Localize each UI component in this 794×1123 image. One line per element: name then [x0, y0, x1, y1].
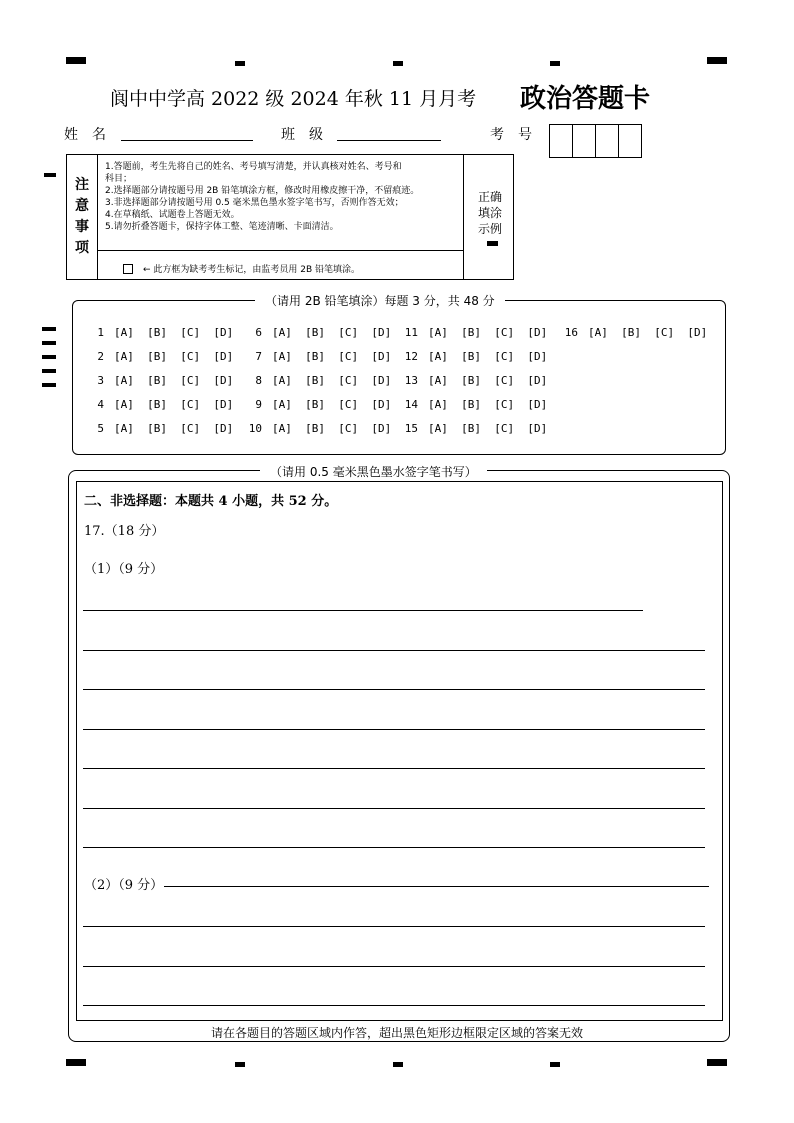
mc-question-13[interactable] — [392, 374, 547, 387]
timing-mark-bottom-3 — [393, 1062, 403, 1067]
notice-label: 注 意 事 项 — [67, 155, 98, 279]
mc-options[interactable]: [A] [B] [C] [D] — [428, 398, 548, 411]
mc-options[interactable]: [A] [B] [C] [D] — [272, 374, 392, 387]
open-caption: （请用 0.5 毫米黑色墨水签字笔书写） — [260, 463, 487, 480]
mc-question-4[interactable] — [78, 398, 233, 411]
answer-line[interactable] — [83, 966, 705, 967]
fill-example-label: 正确 填涂 示例 — [477, 190, 502, 236]
mc-question-number: 16 — [564, 326, 578, 339]
mc-question-11[interactable] — [392, 326, 547, 339]
exam-title: 阆中中学高 2022 级 2024 年秋 11 月月考 — [110, 88, 477, 110]
part-1-label: （1）（9 分） — [84, 562, 164, 577]
mc-question-number: 10 — [248, 422, 262, 435]
class-field[interactable] — [337, 140, 441, 141]
mc-question-15[interactable] — [392, 422, 547, 435]
answer-line[interactable] — [83, 689, 705, 690]
answer-line[interactable] — [83, 847, 705, 848]
mc-question-number: 15 — [404, 422, 418, 435]
mc-question-number: 7 — [255, 350, 262, 363]
mc-options[interactable]: [A] [B] [C] [D] — [428, 422, 548, 435]
answer-line[interactable] — [83, 729, 705, 730]
mc-options[interactable]: [A] [B] [C] [D] — [272, 422, 392, 435]
timing-mark-top-5 — [707, 57, 727, 64]
mc-question-number: 5 — [97, 422, 104, 435]
timing-mark-bottom-5 — [707, 1059, 727, 1066]
mc-question-12[interactable] — [392, 350, 547, 363]
mc-question-number: 3 — [97, 374, 104, 387]
answer-area[interactable] — [76, 481, 723, 1021]
mc-question-5[interactable] — [78, 422, 233, 435]
answer-line[interactable] — [83, 808, 705, 809]
answer-line[interactable] — [83, 650, 705, 651]
notice-box — [66, 154, 514, 280]
mc-question-number: 2 — [97, 350, 104, 363]
mc-question-8[interactable] — [236, 374, 391, 387]
absent-text: ← 此方框为缺考考生标记，由监考员用 2B 铅笔填涂。 — [143, 265, 361, 275]
notice-item: 5.请勿折叠答题卡，保持字体工整、笔迹清晰、卡面清洁。 — [105, 222, 339, 232]
mc-question-2[interactable] — [78, 350, 233, 363]
mc-question-number: 1 — [97, 326, 104, 339]
name-field[interactable] — [121, 140, 253, 141]
section-heading: 二、非选择题：本题共 4 小题，共 52 分。 — [84, 494, 338, 509]
mc-options[interactable]: [A] [B] [C] [D] — [114, 374, 234, 387]
mc-options[interactable]: [A] [B] [C] [D] — [272, 350, 392, 363]
mc-question-number: 13 — [404, 374, 418, 387]
timing-mark-bottom-1 — [66, 1059, 86, 1066]
mc-question-3[interactable] — [78, 374, 233, 387]
answer-line[interactable] — [83, 926, 705, 927]
answer-line[interactable] — [164, 886, 709, 887]
mc-question-number: 8 — [255, 374, 262, 387]
notice-items — [105, 161, 465, 233]
exam-no-label: 考 号 — [490, 127, 532, 143]
mc-question-number: 14 — [404, 398, 418, 411]
notice-item: 2.选择题部分请按题号用 2B 铅笔填涂方框，修改时用橡皮擦干净，不留痕迹。 — [105, 186, 420, 196]
question-17-label: 17.（18 分） — [84, 524, 165, 539]
mc-question-number: 9 — [255, 398, 262, 411]
mc-question-number: 4 — [97, 398, 104, 411]
mc-question-14[interactable] — [392, 398, 547, 411]
timing-mark-side-6 — [42, 383, 56, 387]
timing-mark-bottom-4 — [550, 1062, 560, 1067]
mc-options[interactable]: [A] [B] [C] [D] — [428, 374, 548, 387]
mc-question-number: 6 — [255, 326, 262, 339]
mc-options[interactable]: [A] [B] [C] [D] — [588, 326, 708, 339]
exam-no-boxes[interactable] — [549, 124, 642, 158]
fill-example-mark — [487, 241, 498, 246]
mc-options[interactable]: [A] [B] [C] [D] — [114, 350, 234, 363]
timing-mark-bottom-2 — [235, 1062, 245, 1067]
absent-mark-row — [123, 262, 360, 275]
absent-checkbox[interactable] — [123, 264, 133, 274]
footer-note: 请在各题目的答题区域内作答，超出黑色矩形边框限定区域的答案无效 — [210, 1026, 583, 1040]
timing-mark-side-3 — [42, 341, 56, 345]
mc-question-16[interactable] — [552, 326, 707, 339]
mc-question-6[interactable] — [236, 326, 391, 339]
notice-item: 科目； — [105, 174, 133, 184]
mc-options[interactable]: [A] [B] [C] [D] — [114, 398, 234, 411]
part-2-label: （2）（9 分） — [84, 878, 164, 893]
answer-line[interactable] — [83, 610, 643, 611]
timing-mark-side-5 — [42, 369, 56, 373]
timing-mark-top-3 — [393, 61, 403, 66]
timing-mark-top-4 — [550, 61, 560, 66]
timing-mark-side-2 — [42, 327, 56, 331]
answer-line[interactable] — [83, 768, 705, 769]
timing-mark-side-4 — [42, 355, 56, 359]
notice-item: 1.答题前，考生先将自己的姓名、考号填写清楚，并认真核对姓名、考号和 — [105, 162, 402, 172]
mc-options[interactable]: [A] [B] [C] [D] — [428, 326, 548, 339]
mc-options[interactable]: [A] [B] [C] [D] — [272, 398, 392, 411]
mc-options[interactable]: [A] [B] [C] [D] — [114, 326, 234, 339]
mc-question-number: 12 — [404, 350, 418, 363]
notice-item: 3.非选择题部分请按题号用 0.5 毫米黑色墨水签字笔书写，否则作答无效； — [105, 198, 404, 208]
class-label: 班 级 — [281, 127, 323, 143]
timing-mark-side-1 — [44, 173, 56, 177]
timing-mark-top-1 — [66, 57, 86, 64]
sheet-title: 政治答题卡 — [520, 84, 651, 114]
timing-mark-top-2 — [235, 61, 245, 66]
answer-line[interactable] — [83, 1005, 705, 1006]
mc-question-1[interactable] — [78, 326, 233, 339]
mc-question-10[interactable] — [236, 422, 391, 435]
mc-caption: （请用 2B 铅笔填涂）每题 3 分，共 48 分 — [255, 292, 505, 309]
mc-question-7[interactable] — [236, 350, 391, 363]
mc-options[interactable]: [A] [B] [C] [D] — [272, 326, 392, 339]
notice-item: 4.在草稿纸、试题卷上答题无效。 — [105, 210, 240, 220]
mc-options[interactable]: [A] [B] [C] [D] — [428, 350, 548, 363]
mc-options[interactable]: [A] [B] [C] [D] — [114, 422, 234, 435]
mc-question-9[interactable] — [236, 398, 391, 411]
name-label: 姓 名 — [64, 127, 106, 143]
mc-question-number: 11 — [404, 326, 418, 339]
